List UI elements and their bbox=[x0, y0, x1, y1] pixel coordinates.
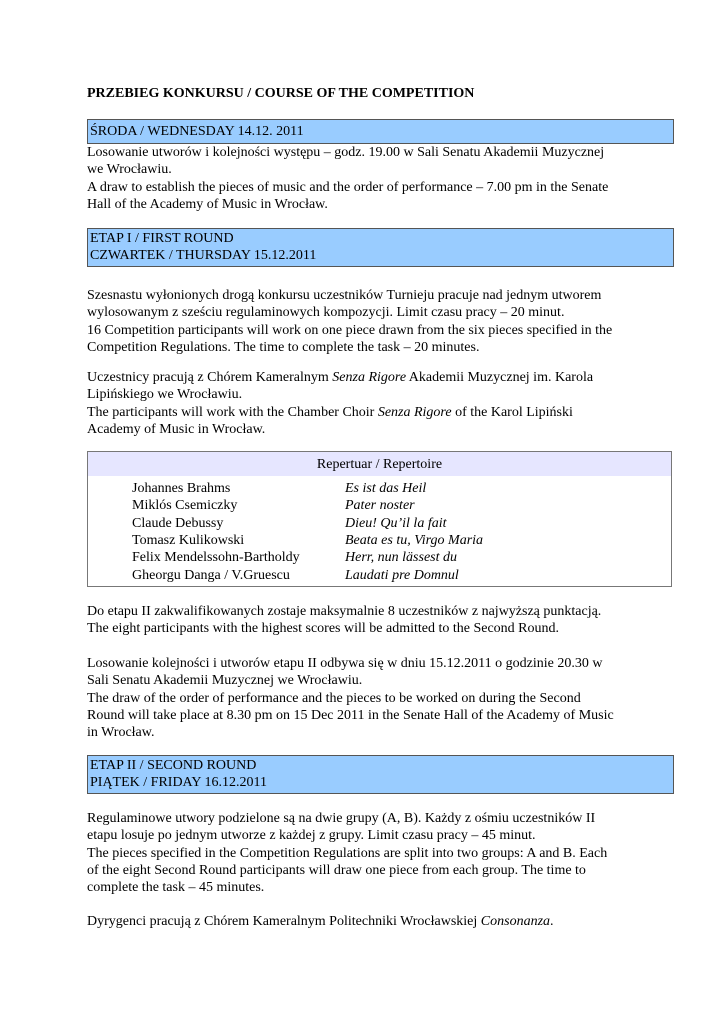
text-line: in Wrocław. bbox=[87, 725, 155, 741]
repertoire-table-header: Repertuar / Repertoire bbox=[88, 452, 671, 476]
section-header-text: ŚRODA / WEDNESDAY 14.12. 2011 bbox=[90, 124, 304, 139]
section-header-line: ETAP I / FIRST ROUND bbox=[90, 231, 234, 246]
draw-info-paragraph bbox=[87, 144, 647, 213]
composer-cell: Felix Mendelssohn-Bartholdy bbox=[132, 550, 300, 566]
section-header-first-round bbox=[87, 228, 674, 267]
section-header-line: PIĄTEK / FRIDAY 16.12.2011 bbox=[90, 775, 267, 790]
text-line: Hall of the Academy of Music in Wrocław. bbox=[87, 196, 328, 212]
choir-name: Senza Rigore bbox=[332, 370, 407, 385]
text-line: Sali Senatu Akademii Muzycznej we Wrocławiu. bbox=[87, 673, 363, 689]
composer-cell: Gheorgu Danga / V.Gruescu bbox=[132, 567, 290, 583]
text-line: we Wrocławiu. bbox=[87, 162, 172, 178]
text-line: A draw to establish the pieces of music and the order of performance – 7.00 pm in the Senate bbox=[87, 179, 609, 195]
text-line: Academy of Music in Wrocław. bbox=[87, 421, 266, 437]
text-line: Competition Regulations. The time to complete the task – 20 minutes. bbox=[87, 339, 480, 355]
composer-cell: Miklós Csemiczky bbox=[132, 498, 238, 514]
work-cell: Es ist das Heil bbox=[345, 481, 427, 496]
section-header-wednesday bbox=[87, 119, 674, 144]
page-title: PRZEBIEG KONKURSU / COURSE OF THE COMPETITION bbox=[87, 86, 475, 101]
text-line: Losowanie kolejności i utworów etapu II odbywa się w dniu 15.12.2011 o godzinie 20.30 w bbox=[87, 656, 603, 671]
second-round-draw-paragraph bbox=[87, 655, 639, 741]
text-line: 16 Competition participants will work on one piece drawn from the six pieces specified in the bbox=[87, 322, 613, 338]
text-line: The participants will work with the Chamber Choir Senza Rigore of the Karol Lipiński bbox=[87, 404, 573, 420]
composer-cell: Claude Debussy bbox=[132, 515, 224, 531]
text-line: Losowanie utworów i kolejności występu – godz. 19.00 w Sali Senatu Akademii Muzycznej bbox=[87, 145, 605, 160]
text-line: complete the task – 45 minutes. bbox=[87, 880, 265, 896]
repertoire-table bbox=[87, 451, 672, 587]
text-line: Lipińskiego we Wrocławiu. bbox=[87, 387, 243, 403]
choir-paragraph bbox=[87, 369, 647, 438]
composer-cell: Tomasz Kulikowski bbox=[132, 532, 245, 548]
second-round-paragraph bbox=[87, 810, 647, 896]
work-cell: Beata es tu, Virgo Maria bbox=[345, 532, 484, 548]
work-cell: Herr, nun lässest du bbox=[345, 550, 458, 566]
section-header-line: CZWARTEK / THURSDAY 15.12.2011 bbox=[90, 248, 317, 263]
composer-cell: Johannes Brahms bbox=[132, 481, 231, 496]
work-cell: Laudati pre Domnul bbox=[345, 567, 459, 583]
text-line: etapu losuje po jednym utworze z każdej z grupy. Limit czasu pracy – 45 minut. bbox=[87, 828, 536, 844]
text-line: Dyrygenci pracują z Chórem Kameralnym Politechniki Wrocławskiej Consonanza. bbox=[87, 914, 554, 929]
text-line: Uczestnicy pracują z Chórem Kameralnym Senza Rigore Akademii Muzycznej im. Karola bbox=[87, 370, 594, 385]
work-cell: Dieu! Qu’il la fait bbox=[345, 515, 447, 531]
first-round-paragraph bbox=[87, 287, 647, 356]
text-line: The draw of the order of performance and the pieces to be worked on during the Second bbox=[87, 690, 581, 706]
text-line: Regulaminowe utwory podzielone są na dwie grupy (A, B). Każdy z ośmiu uczestników II bbox=[87, 811, 596, 826]
text-line: of the eight Second Round participants will draw one piece from each group. The time to bbox=[87, 862, 586, 878]
text-line: The pieces specified in the Competition Regulations are split into two groups: A and B. Each bbox=[87, 845, 608, 861]
section-header-line: ETAP II / SECOND ROUND bbox=[90, 758, 257, 773]
text-line: wylosowanym z sześciu regulaminowych kompozycji. Limit czasu pracy – 20 minut. bbox=[87, 305, 565, 321]
work-cell: Pater noster bbox=[345, 498, 415, 514]
choir-name: Consonanza bbox=[480, 914, 551, 929]
text-line: Szesnastu wyłonionych drogą konkursu uczestników Turnieju pracuje nad jednym utworem bbox=[87, 288, 602, 303]
section-header-second-round bbox=[87, 755, 674, 794]
text-line: The eight participants with the highest scores will be admitted to the Second Round. bbox=[87, 621, 560, 637]
qualification-paragraph bbox=[87, 603, 647, 638]
choir-name: Senza Rigore bbox=[377, 404, 452, 420]
text-line: Do etapu II zakwalifikowanych zostaje maksymalnie 8 uczestników z najwyższą punktacją. bbox=[87, 604, 602, 619]
conductors-paragraph bbox=[87, 913, 647, 930]
text-line: Round will take place at 8.30 pm on 15 Dec 2011 in the Senate Hall of the Academy of Music bbox=[87, 707, 614, 723]
